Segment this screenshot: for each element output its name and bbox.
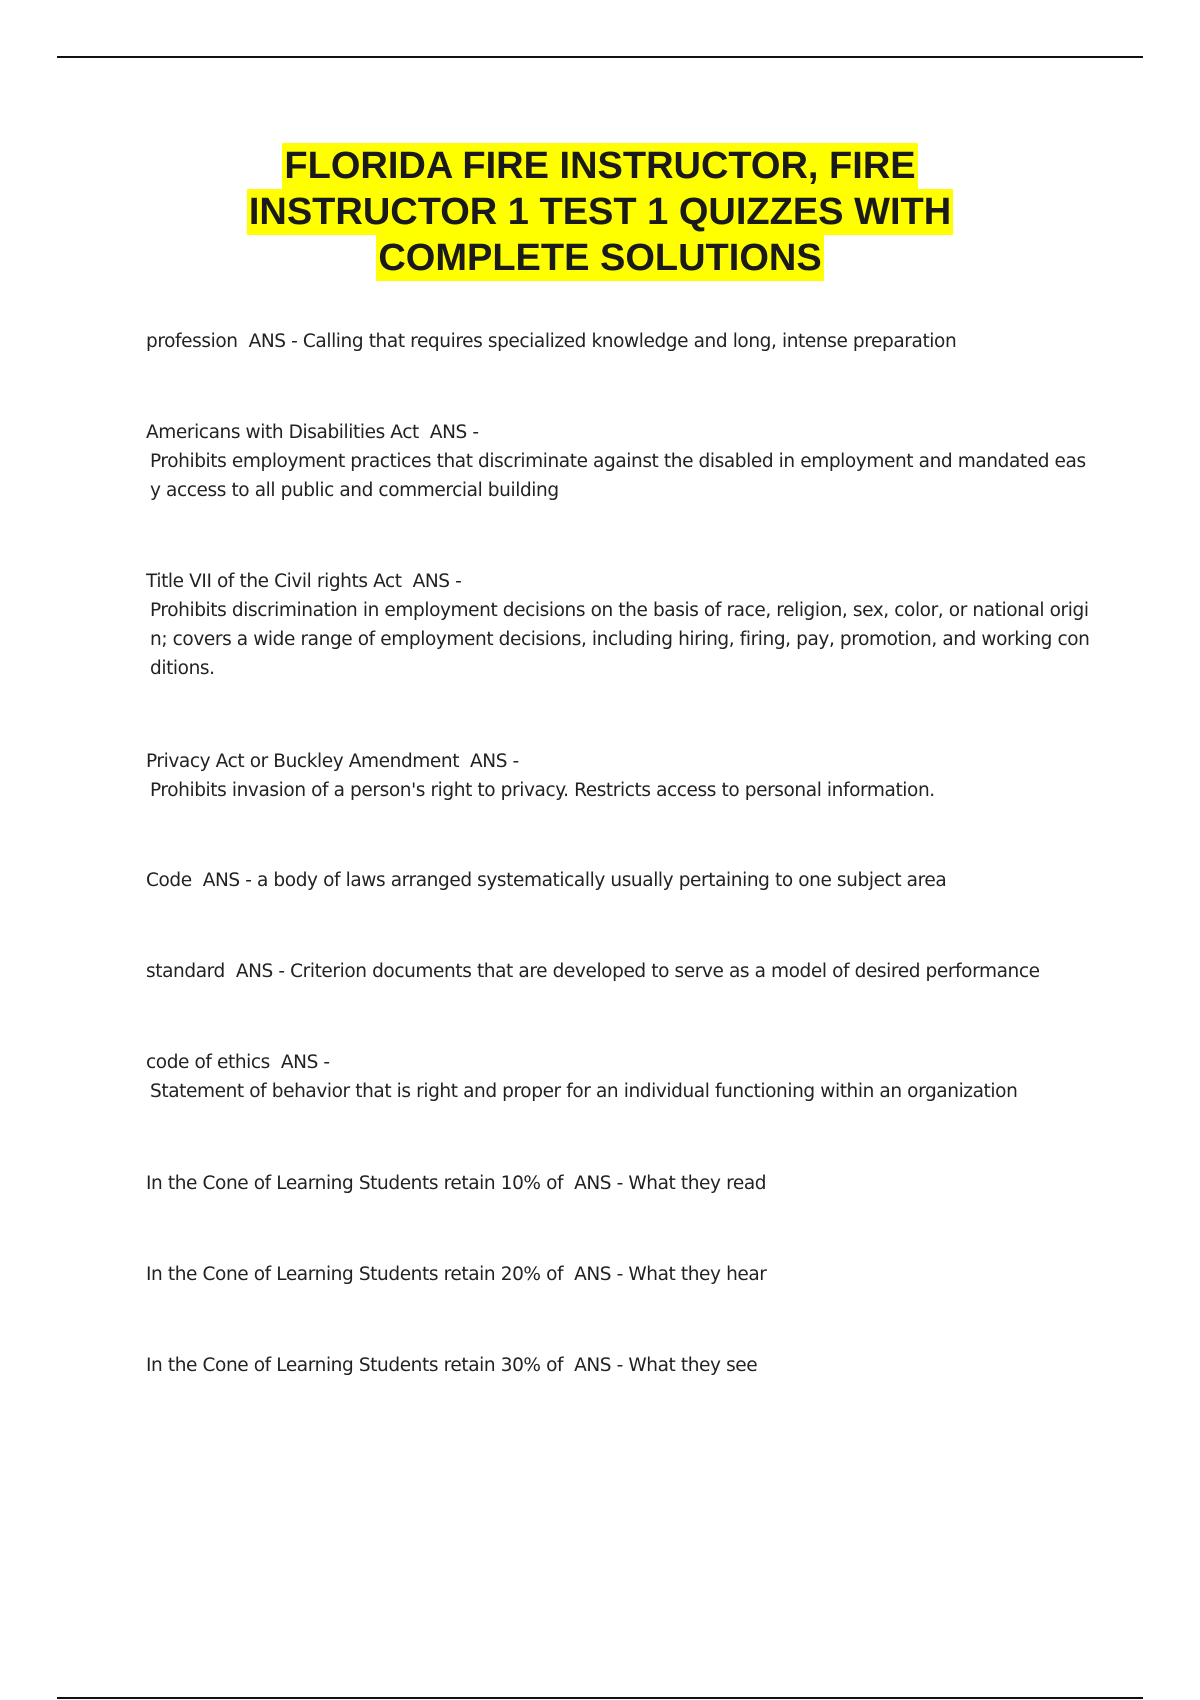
title-line-3: COMPLETE SOLUTIONS xyxy=(378,237,822,279)
bottom-divider xyxy=(57,1697,1143,1699)
qa-entry-code xyxy=(146,866,1091,895)
qa-ans-label: ANS - xyxy=(459,751,525,772)
qa-term: In the Cone of Learning Students retain 30% of xyxy=(146,1355,564,1376)
qa-term: In the Cone of Learning Students retain 10% of xyxy=(146,1173,564,1194)
qa-ans-label: ANS - xyxy=(401,571,467,592)
qa-answer: a body of laws arranged systematically usually pertaining to one subject area xyxy=(257,870,947,891)
qa-entry-profession xyxy=(146,327,1091,356)
qa-ans-label: ANS - xyxy=(237,331,303,352)
qa-term: Americans with Disabilities Act xyxy=(146,422,419,443)
qa-entry-title-vii xyxy=(146,567,1091,683)
qa-answer: What they hear xyxy=(628,1264,767,1285)
qa-answer: What they see xyxy=(628,1355,758,1376)
qa-entry-ada xyxy=(146,418,1091,505)
qa-entry-standard xyxy=(146,957,1091,986)
qa-term: code of ethics xyxy=(146,1052,270,1073)
qa-term: Privacy Act or Buckley Amendment xyxy=(146,751,460,772)
qa-entry-privacy-act xyxy=(146,747,1091,805)
qa-ans-label: ANS - xyxy=(563,1355,629,1376)
document-title xyxy=(0,143,1200,281)
qa-term: standard xyxy=(146,961,225,982)
title-line-1: FLORIDA FIRE INSTRUCTOR, FIRE xyxy=(284,145,916,187)
qa-ans-label: ANS - xyxy=(224,961,291,982)
qa-answer: Prohibits invasion of a person's right to privacy. Restricts access to personal information. xyxy=(150,780,935,801)
qa-answer: Statement of behavior that is right and proper for an individual functioning within an organization xyxy=(150,1081,1018,1102)
qa-answer: Prohibits discrimination in employment decisions on the basis of race, religion, sex, color, or national origin; covers a wide range of employment decisions, including hiring, firing, pay, promotion, and working conditions. xyxy=(150,600,1090,679)
qa-term: profession xyxy=(146,331,238,352)
qa-entry-cone-20 xyxy=(146,1260,1091,1289)
qa-answer: What they read xyxy=(628,1173,767,1194)
qa-answer: Prohibits employment practices that discriminate against the disabled in employment and mandated easy access to all public and commercial building xyxy=(150,451,1086,501)
qa-answer: Criterion documents that are developed to serve as a model of desired performance xyxy=(290,961,1040,982)
qa-ans-label: ANS - xyxy=(418,422,485,443)
qa-term: In the Cone of Learning Students retain 20% of xyxy=(146,1264,564,1285)
qa-entry-cone-30 xyxy=(146,1351,1091,1380)
qa-term: Code xyxy=(146,870,192,891)
qa-ans-label: ANS - xyxy=(563,1264,629,1285)
title-line-2: INSTRUCTOR 1 TEST 1 QUIZZES WITH xyxy=(248,191,952,233)
qa-ans-label: ANS - xyxy=(563,1173,629,1194)
qa-entry-cone-10 xyxy=(146,1169,1091,1198)
top-divider xyxy=(57,56,1143,58)
qa-ans-label: ANS - xyxy=(269,1052,336,1073)
qa-ans-label: ANS - xyxy=(191,870,258,891)
qa-answer: Calling that requires specialized knowledge and long, intense preparation xyxy=(302,331,957,352)
qa-entry-code-of-ethics xyxy=(146,1048,1091,1106)
qa-term: Title VII of the Civil rights Act xyxy=(146,571,402,592)
